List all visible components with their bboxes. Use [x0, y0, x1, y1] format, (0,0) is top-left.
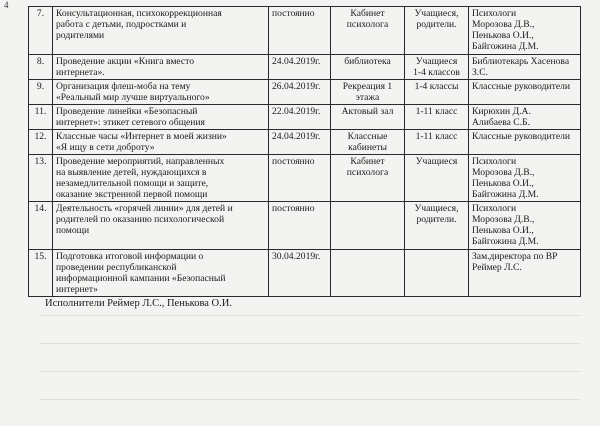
event-place-line: психолога — [346, 19, 389, 31]
row-number-cell: 15. — [29, 249, 53, 296]
row-number-cell: 7. — [29, 7, 53, 55]
event-responsible-line: Психологи — [472, 8, 517, 19]
event-participants-cell — [405, 202, 469, 249]
event-responsible-line: Психологи — [472, 203, 517, 215]
event-plan-table — [28, 6, 581, 297]
row-number-cell: 12. — [29, 130, 53, 155]
event-responsible-line: Байгожина Д.М. — [472, 236, 539, 248]
event-participants-cell — [405, 55, 469, 80]
event-date-cell: постоянно — [269, 155, 331, 202]
event-name-line: Подготовка итоговой информации о — [56, 250, 204, 262]
event-responsible-line: Классные руководители — [472, 81, 571, 93]
event-name-line: родителями — [56, 30, 105, 42]
event-place-cell — [331, 202, 405, 249]
event-place-cell — [331, 80, 405, 105]
event-name-line: Проведение акции «Книга вместо — [56, 56, 195, 67]
event-place-cell — [331, 155, 405, 202]
event-responsible-cell — [469, 249, 581, 296]
event-responsible-line: Байгожина Д.М. — [472, 189, 539, 201]
event-responsible-line: Реймер Л.С. — [472, 261, 522, 273]
row-number-cell: 8. — [29, 55, 53, 80]
row-number-cell: 14. — [29, 202, 53, 249]
event-responsible-line: Классные руководители — [472, 131, 571, 143]
event-place-cell — [331, 105, 405, 130]
event-name-line: оказание экстренной первой помощи — [56, 189, 208, 201]
event-name-line: «Реальный мир лучше виртуального» — [56, 92, 210, 104]
table-row — [29, 55, 581, 80]
table-row — [29, 155, 581, 202]
event-place-line: Кабинет — [350, 8, 385, 19]
event-responsible-line: Алибаева С.Б. — [472, 117, 531, 129]
table-row — [29, 7, 581, 55]
executors-line: Исполнители Реймер Л.С., Пенькова О.И. — [45, 298, 232, 309]
event-responsible-cell — [469, 80, 581, 105]
event-responsible-cell — [469, 105, 581, 130]
event-participants-line: 1-4 классов — [413, 67, 460, 79]
event-participants-line: Учащиеся, — [414, 203, 459, 215]
event-name-line: Организация флеш-моба на тему — [56, 81, 191, 93]
event-responsible-line: Кирюхин Д.А. — [472, 106, 531, 118]
event-name-line: интернета». — [56, 67, 105, 79]
event-name-line: Классные часы «Интернет в моей жизни» — [56, 131, 227, 143]
event-responsible-line: Морозова Д.В., — [472, 214, 535, 226]
event-date-cell: постоянно — [269, 7, 331, 55]
event-participants-cell — [405, 249, 469, 296]
event-name-line: «Я ищу в сети доброту» — [56, 142, 155, 154]
event-responsible-line: Библиотекарь Хасенова — [472, 56, 570, 67]
event-participants-line: 1-11 класс — [415, 131, 458, 143]
event-date-cell: 24.04.2019г. — [269, 55, 331, 80]
event-name-line: родителей по оказанию психологической — [56, 214, 225, 226]
event-name-line: Проведение мероприятий, направленных — [56, 156, 225, 168]
event-place-cell — [331, 55, 405, 80]
event-responsible-line: Морозова Д.В., — [472, 19, 535, 31]
event-date-cell: 30.04.2019г. — [269, 249, 331, 296]
event-place-line: кабинеты — [348, 142, 387, 154]
event-name-line: Деятельность «горячей линии» для детей и — [56, 203, 233, 215]
event-plan-body — [29, 7, 581, 297]
event-place-cell — [331, 7, 405, 55]
event-name-line: интернет» — [56, 283, 98, 295]
event-responsible-line: Зам.директора по ВР — [472, 250, 558, 262]
event-name-cell — [53, 202, 269, 249]
table-row — [29, 202, 581, 249]
table-row — [29, 105, 581, 130]
event-participants-line: родители. — [416, 19, 457, 31]
event-name-cell — [53, 7, 269, 55]
event-participants-cell — [405, 155, 469, 202]
event-name-line: на выявление детей, нуждающихся в — [56, 167, 207, 179]
row-number-cell: 9. — [29, 80, 53, 105]
event-place-cell — [331, 249, 405, 296]
event-name-line: Проведение линейки «Безопасный — [56, 106, 198, 118]
event-responsible-line: Морозова Д.В., — [472, 167, 535, 179]
event-participants-line: 1-4 классы — [414, 81, 459, 93]
event-participants-line: родители. — [416, 214, 457, 226]
event-place-cell — [331, 130, 405, 155]
table-row — [29, 249, 581, 296]
event-name-cell — [53, 105, 269, 130]
reverse-side-bleed — [40, 305, 580, 415]
event-participants-cell — [405, 130, 469, 155]
event-date-cell: 24.04.2019г. — [269, 130, 331, 155]
event-date-cell: 26.04.2019г. — [269, 80, 331, 105]
event-place-line: библиотека — [344, 56, 391, 67]
event-participants-line: 1-11 класс — [415, 106, 458, 118]
event-place-line: Рекреация 1 — [342, 81, 393, 93]
event-name-line: проведении республиканской — [56, 261, 177, 273]
event-name-line: незамедлительной помощи и защите, — [56, 178, 209, 190]
page-corner-mark: 4 — [4, 0, 9, 10]
event-responsible-line: Пенькова О.И., — [472, 30, 534, 42]
event-responsible-cell — [469, 202, 581, 249]
event-name-line: работа с детьми, подростками и — [56, 19, 187, 31]
event-date-cell: постоянно — [269, 202, 331, 249]
event-name-cell — [53, 80, 269, 105]
event-place-line: Классные — [347, 131, 388, 143]
event-name-line: помощи — [56, 225, 90, 237]
event-participants-cell — [405, 7, 469, 55]
event-place-line: Кабинет — [350, 156, 385, 168]
event-name-cell — [53, 249, 269, 296]
event-participants-line: Учащиеся, — [414, 8, 459, 19]
event-responsible-line: З.С. — [472, 67, 489, 79]
event-responsible-line: Пенькова О.И., — [472, 178, 534, 190]
table-row — [29, 130, 581, 155]
row-number-cell: 13. — [29, 155, 53, 202]
event-name-line: Консультационная, психокоррекционная — [56, 8, 222, 19]
event-participants-line: Учащиеся — [415, 156, 458, 168]
table-row — [29, 80, 581, 105]
event-name-cell — [53, 155, 269, 202]
event-name-cell — [53, 130, 269, 155]
event-name-line: информационной кампании «Безопасный — [56, 272, 226, 284]
event-responsible-cell — [469, 155, 581, 202]
event-name-line: интернет»: этикет сетевого общения — [56, 117, 205, 129]
event-responsible-line: Пенькова О.И., — [472, 225, 534, 237]
event-participants-cell — [405, 80, 469, 105]
event-name-cell — [53, 55, 269, 80]
event-place-line: психолога — [346, 167, 389, 179]
event-responsible-cell — [469, 55, 581, 80]
event-date-cell: 22.04.2019г. — [269, 105, 331, 130]
event-responsible-cell — [469, 7, 581, 55]
event-participants-cell — [405, 105, 469, 130]
event-responsible-line: Психологи — [472, 156, 517, 168]
event-responsible-line: Байгожина Д.М. — [472, 41, 539, 53]
row-number-cell: 11. — [29, 105, 53, 130]
event-responsible-cell — [469, 130, 581, 155]
event-place-line: Актовый зал — [341, 106, 394, 118]
event-place-line: этажа — [355, 92, 380, 104]
event-participants-line: Учащиеся — [415, 56, 458, 67]
